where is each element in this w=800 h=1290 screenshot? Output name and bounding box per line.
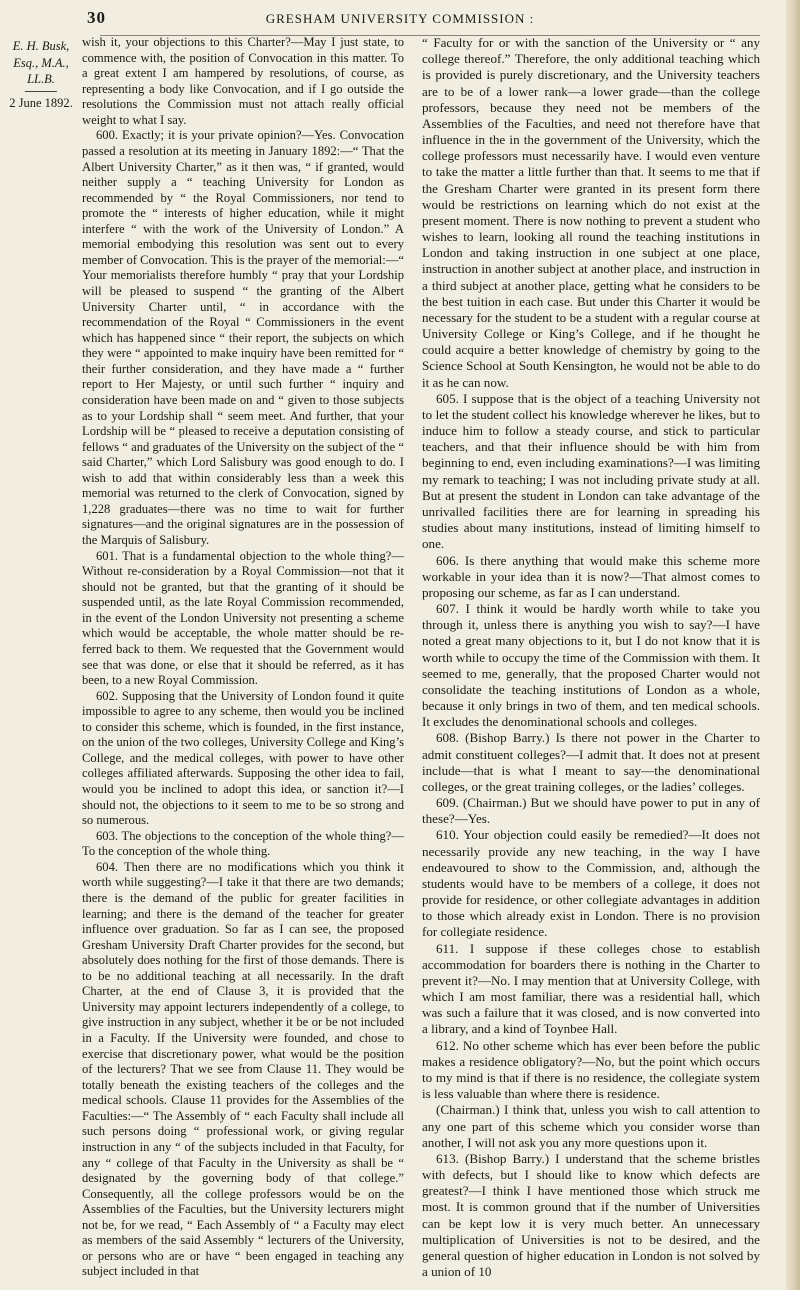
paragraph: 612. No other scheme which has ever been before the public makes a residence obligatory?—No, but the point which occurs to my mind is that if there is no residence, the collegiate system is less valuable than where there is residence. xyxy=(422,1037,760,1102)
paragraph: 606. Is there anything that would make this scheme more workable in your idea than it is now?—That almost comes to proposing our scheme, as far as I can understand. xyxy=(422,552,760,600)
margin-note xyxy=(6,38,76,111)
page-edge-shadow xyxy=(786,0,800,1290)
paragraph: 609. (Chairman.) But we should have power to put in any of these?—Yes. xyxy=(422,795,760,827)
right-column xyxy=(422,35,760,1280)
page-header xyxy=(0,8,800,30)
left-column xyxy=(82,35,404,1280)
witness-title: Esq., M.A., xyxy=(13,55,69,70)
running-title: GRESHAM UNIVERSITY COMMISSION : xyxy=(265,11,535,26)
witness-name: E. H. Busk, xyxy=(12,39,70,53)
paragraph: 608. (Bishop Barry.) Is there not power in the Charter to admit constituent colleges?—I admit that. It does not at present include—that is what I meant to say—the denominational colleges, or the great training colleges, or the ladies’ colleges. xyxy=(422,730,760,794)
paragraph: 605. I suppose that is the object of a teaching University not to let the student collect his knowledge wherever he likes, but to induce him to follow a steady course, and stick to particular teachers, and that their influence should be with him from beginning to end, even including examinations?—I was limiting my remark to teaching; I was not including private study at all. But at present the student in London can take advantage of the unrivalled facilities there are for learning in spreading his studies about many institutions, instead of limiting himself to one. xyxy=(422,390,760,552)
paragraph: 607. I think it would be hardly worth while to take you through it, unless there is anything you wish to say?—I have noted a great many objections to it, but I do not know that it is worth while to occupy the time of the Commission with them. It seemed to me, generally, that the proposed Charter would not consolidate the teaching institutions of London as a whole, because it only brings in two of them, and ten medical schools. It excludes the denominational schools and colleges. xyxy=(422,601,760,730)
paragraph: “ Faculty for or with the sanction of the University or “ any college thereof.” Therefore, the only additional teaching which is provided is purely discretionary, and the University teachers are to be of a lower rank—a lower grade—than the college professors, because they need not be members of the Assemblies of the Faculties, and need not therefore have that influence in the in the government of the University, which the college professors must necessarily have. I would even venture to take the matter a little further than that. It seems to me that if the Gresham Charter were granted in its present form there would be restrictions on learning which do not exist at the present moment. There is now nothing to prevent a student who wishes to learn, looking all round the teaching institutions in London and taking instruction in one subject at one place, instruction in another subject at another place, and instruction in a third subject at another place, getting what he considers to be the best tuition in each case. But under this Charter it would be necessary for the student to be a student with a regular course at University College or King’s College, and if he thought he could acquire a better knowledge of chemistry by going to the Science School at South Kensington, he would not be able to do it as he can now. xyxy=(422,35,760,390)
paragraph: 600. Exactly; it is your private opinion?—Yes. Convocation passed a resolution at its meeting in January 1892:—“ That the Albert University Charter,” as it then was, “ if granted, would neither supply a “ teaching University for London as recommended by “ the Royal Commissioners, nor tend to promote the “ interests of higher education, while it might interfere “ with the work of the University of London.” A memorial embodying this resolution was sent out to every member of Convocation. This is the prayer of the memorial:—“ Your memorialists therefore humbly “ pray that your Lordship will be pleased to suspend “ the granting of the Albert University Charter until, “ in accordance with the recommendation of the Royal “ Commissioners in the event which has happened since “ their report, the subjects on which they were “ appointed to make inquiry have been remitted for “ their further consideration, and they have made a “ further report to Her Majesty, or until such further “ inquiry and consideration have been made on and “ given to those subjects as to your Lordship shall “ seem meet. And further, that your Lordship will be “ pleased to receive a deputation consisting of fellows “ and graduates of the University on the subject of the “ said Charter,” which Lord Salisbury was good enough to do. I wish to add that within considerably less than a week this memorial was returned to the clerk of Convocation, signed by 1,228 graduates—there was no time to wait for further signatures—and the original signatures are in the possession of the Marquis of Salisbury. xyxy=(82,128,404,547)
witness-degree: LL.B. xyxy=(27,72,55,86)
paragraph: 610. Your objection could easily be remedied?—It does not necessarily provide any new teaching, in the way I have endeavoured to show to the Commission, and, although the students would have to be members of a college, it does not provide for residence, or other collegiate advantages in addition to those which already exist in London. There is no provision for collegiate residence. xyxy=(422,827,760,940)
paragraph: 613. (Bishop Barry.) I understand that the scheme bristles with defects, but I should like to know which defects are greatest?—I think I have mentioned those which struck me most. It is common ground that if the number of Universities can be kept low it is very much better. An unnecessary multiplication of Universities is not to be desired, and the general question of higher education in London is not solved by a union of 10 xyxy=(422,1150,760,1280)
paragraph: 601. That is a fundamental objection to the whole thing?—Without re-consideration by a Royal Commission—not that it should not be granted, but that the granting of it should be suspended until, as the late Royal Commission recommended, in the event of the London University not presenting a scheme which would be acceptable, the whole matter should be re-ferred back to them. We requested that the Government would see that was done, or else that it should be referred, as it has been, to a new Royal Commission. xyxy=(82,548,404,688)
paragraph: 604. Then there are no modifications which you think it worth while suggesting?—I take it that there are two demands; there is the demand of the public for greater facilities in learning; and there is the demand of the teacher for greater influence over graduation. So far as I can see, the proposed Gresham University Draft Charter provides for the second, but absolutely does nothing for the first of those demands. There is to be no additional teaching at all necessarily. In the draft Charter, at the end of Clause 3, it is provided that the University may appoint lecturers independently of a college, to give instruction in any subject, whether it be or be not included in a Faculty. If the University were founded, and chose to exercise that discretionary power, what would be the position of the lecturers? That we see from Clause 11. They would be totally beneath the existing teachers of the colleges and the medical schools. Clause 11 provides for the Assemblies of the Faculties:—“ The Assembly of “ each Faculty shall include all such persons doing “ professional work, or giving regular instruction in any “ of the subjects included in that Faculty, for any “ college of that Faculty in the University as shall be “ designated by the governing body of that college.” Consequently, all the college professors would be on the Assemblies of the Faculties, but the University lecturers might not be, for we read, “ Each Assembly of “ a Faculty may elect as members of the said Assembly “ lecturers of the University, or persons who are or have “ been engaged in teaching any subject included in that xyxy=(82,859,404,1279)
evidence-date: 2 June 1892. xyxy=(9,95,73,110)
page-number: 30 xyxy=(87,8,106,27)
paragraph: 611. I suppose if these colleges chose to establish accommodation for boarders there is nothing in the Charter to prevent it?—No. I may mention that at University College, with which I am most familiar, there was a residential hall, which was such a failure that it was closed, and is now converted into a library, and a kind of Toynbee Hall. xyxy=(422,940,760,1037)
margin-divider xyxy=(25,91,57,92)
paragraph: 602. Supposing that the University of London found it quite impossible to agree to any scheme, then would you be inclined to consider this scheme, which is founded, in the first instance, on the union of the two colleges, University College and King’s College, and the medical colleges, with power to have other colleges affiliated afterwards. Supposing the other idea to fail, would you be inclined to adopt this idea, or sanction it?—I should not, the objections to it seem to me to be so strong and so numerous. xyxy=(82,688,404,828)
paragraph: (Chairman.) I think that, unless you wish to call attention to any one part of this scheme which you consider worse than another, I will not ask you any more questions upon it. xyxy=(422,1102,760,1150)
paragraph: 603. The objections to the conception of the whole thing?—To the conception of the whole thing. xyxy=(82,828,404,859)
paragraph: wish it, your objections to this Charter?—May I just state, to commence with, the position of Convocation in this matter. To a great extent I am hampered by resolutions, of course, as representing a body like Convocation, and if I go outside the resolutions the Commission must not attach really official weight to what I say. xyxy=(82,35,404,127)
